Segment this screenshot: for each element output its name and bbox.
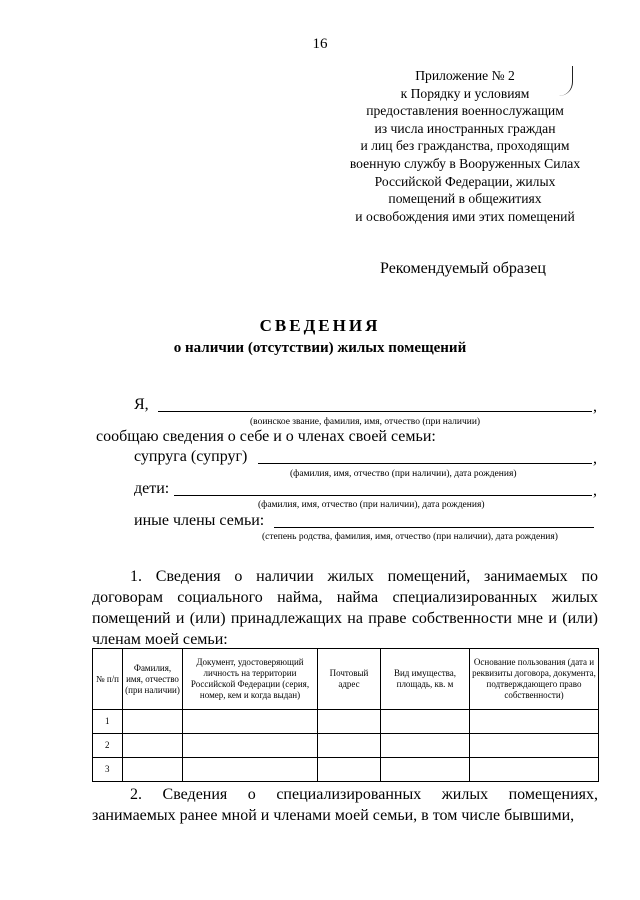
col-header-document: Документ, удостоверяющий личность на территории Российской Федерации (серия, номер, кем и когда выдан) (183, 649, 318, 710)
table-cell[interactable] (381, 734, 470, 758)
appendix-line: предоставления военнослужащим (366, 103, 564, 119)
table-cell[interactable] (381, 758, 470, 782)
spouse-hint: (фамилия, имя, отчество (при наличии), дата рождения) (290, 469, 517, 479)
table-row (93, 758, 599, 782)
table-cell[interactable] (123, 734, 183, 758)
table-row (93, 734, 599, 758)
sample-label: Рекомендуемый образец (380, 260, 546, 277)
table-row (93, 710, 599, 734)
spouse-fill-line[interactable] (258, 463, 592, 464)
others-fill-line[interactable] (274, 527, 594, 528)
page-number: 16 (312, 36, 328, 52)
document-subtitle: о наличии (отсутствии) жилых помещений (173, 340, 467, 356)
table-cell[interactable] (123, 758, 183, 782)
row-number: 3 (93, 758, 123, 782)
col-header-number: № п/п (93, 649, 123, 710)
children-hint: (фамилия, имя, отчество (при наличии), дата рождения) (258, 500, 485, 510)
others-hint: (степень родства, фамилия, имя, отчество (при наличии), дата рождения) (262, 532, 558, 542)
appendix-line: и освобождения ими этих помещений (355, 208, 575, 224)
appendix-line: помещений в общежитиях (388, 191, 542, 207)
report-text: сообщаю сведения о себе и о членах своей семьи: (96, 428, 436, 445)
i-hint: (воинское звание, фамилия, имя, отчество (при наличии) (250, 417, 481, 427)
table-cell[interactable] (123, 710, 183, 734)
row-number: 1 (93, 710, 123, 734)
table-cell[interactable] (470, 758, 599, 782)
i-label: Я, (134, 396, 149, 413)
i-fill-line[interactable] (158, 411, 592, 412)
appendix-line: военную службу в Вооруженных Силах (349, 155, 581, 171)
col-header-name: Фамилия, имя, отчество (при наличии) (123, 649, 183, 710)
others-label: иные члены семьи: (134, 512, 265, 529)
housing-table (92, 648, 599, 782)
children-fill-line[interactable] (174, 495, 592, 496)
section-1-text: 1. Сведения о наличии жилых помещений, занимаемых по договорам социального найма, найма специализированных жилых помещений и (или) принадлежащих на праве собственности мне и (или) членам моей семьи: (92, 568, 598, 648)
appendix-line: Приложение № 2 (415, 68, 515, 83)
appendix-line: к Порядку и условиям (400, 85, 530, 101)
table-cell[interactable] (470, 710, 599, 734)
appendix-line: и лиц без гражданства, проходящим (360, 138, 570, 154)
spouse-label: супруга (супруг) (134, 448, 248, 465)
comma: , (593, 450, 597, 467)
children-label: дети: (134, 480, 170, 497)
table-cell[interactable] (183, 710, 318, 734)
table-cell[interactable] (183, 734, 318, 758)
table-cell[interactable] (381, 710, 470, 734)
section-2-text: 2. Сведения о специализированных жилых помещениях, занимаемых ранее мной и членами моей семьи, в том числе бывшими, (92, 786, 598, 824)
table-cell[interactable] (183, 758, 318, 782)
appendix-line: из числа иностранных граждан (374, 120, 556, 136)
table-cell[interactable] (318, 758, 381, 782)
table-cell[interactable] (318, 710, 381, 734)
comma: , (593, 398, 597, 415)
document-title: СВЕДЕНИЯ (259, 316, 381, 335)
col-header-address: Почтовый адрес (318, 649, 381, 710)
row-number: 2 (93, 734, 123, 758)
appendix-line: Российской Федерации, жилых (374, 173, 556, 189)
col-header-property: Вид имущества, площадь, кв. м (381, 649, 470, 710)
table-cell[interactable] (470, 734, 599, 758)
comma: , (593, 482, 597, 499)
col-header-basis: Основание пользования (дата и реквизиты договора, документа, подтверждающего право собственности) (470, 649, 599, 710)
table-cell[interactable] (318, 734, 381, 758)
